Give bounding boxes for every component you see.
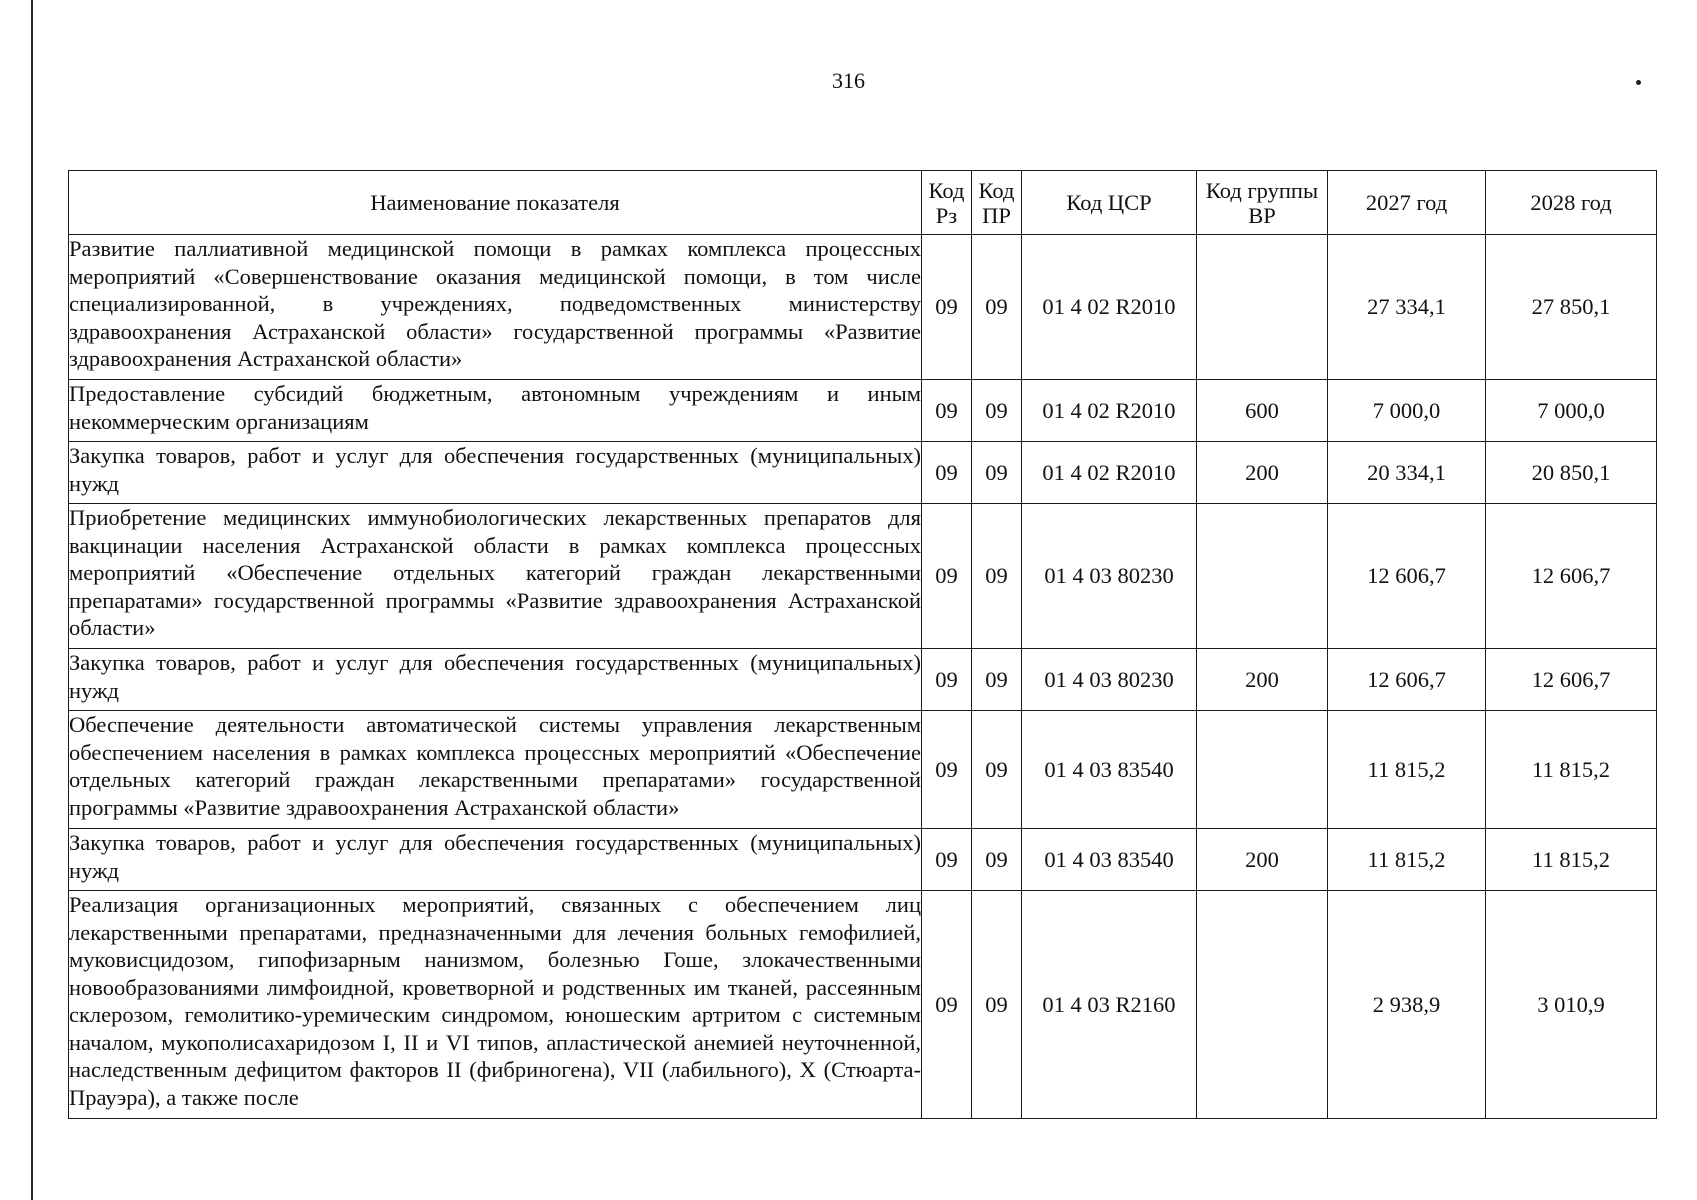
row-name: Закупка товаров, работ и услуг для обеспечения государственных (муниципальных) нужд: [69, 829, 922, 891]
row-pr: 09: [972, 711, 1022, 829]
table-row: [69, 649, 1657, 711]
row-name: Развитие паллиативной медицинской помощи в рамках комплекса процессных мероприятий «Совершенствование оказания медицинской помощи, в том числе специализированной, в учреждениях, подведомственных министерству здравоохранения Астраханской области» государственной программы «Развитие здравоохранения Астраханской области»: [69, 235, 922, 380]
row-vr: 600: [1197, 380, 1328, 442]
row-pr: 09: [972, 380, 1022, 442]
row-csr: 01 4 03 80230: [1022, 649, 1197, 711]
budget-table: [68, 170, 1657, 1119]
row-2028: 11 815,2: [1486, 829, 1657, 891]
binding-edge-line: [31, 0, 33, 1200]
header-vr: Код группы ВР: [1197, 171, 1328, 235]
header-csr: Код ЦСР: [1022, 171, 1197, 235]
row-csr: 01 4 03 83540: [1022, 711, 1197, 829]
row-vr: [1197, 891, 1328, 1119]
row-2027: 20 334,1: [1328, 442, 1486, 504]
row-csr: 01 4 02 R2010: [1022, 235, 1197, 380]
header-name: Наименование показателя: [69, 171, 922, 235]
table-row: [69, 829, 1657, 891]
row-vr: [1197, 235, 1328, 380]
row-name: Обеспечение деятельности автоматической системы управления лекарственным обеспечением населения в рамках комплекса процессных мероприятий «Обеспечение отдельных категорий граждан лекарственными препаратами» государственной программы «Развитие здравоохранения Астраханской области»: [69, 711, 922, 829]
table-row: [69, 442, 1657, 504]
header-2027: 2027 год: [1328, 171, 1486, 235]
row-2028: 27 850,1: [1486, 235, 1657, 380]
row-vr: [1197, 711, 1328, 829]
table-row: [69, 235, 1657, 380]
row-2027: 27 334,1: [1328, 235, 1486, 380]
row-csr: 01 4 03 R2160: [1022, 891, 1197, 1119]
row-rz: 09: [922, 504, 972, 649]
header-rz: Код Рз: [922, 171, 972, 235]
row-2027: 12 606,7: [1328, 649, 1486, 711]
row-rz: 09: [922, 235, 972, 380]
row-2027: 12 606,7: [1328, 504, 1486, 649]
row-2028: 20 850,1: [1486, 442, 1657, 504]
row-vr: [1197, 504, 1328, 649]
row-2028: 11 815,2: [1486, 711, 1657, 829]
page-number: 316: [832, 68, 865, 93]
row-rz: 09: [922, 711, 972, 829]
row-name: Приобретение медицинских иммунобиологических лекарственных препаратов для вакцинации населения Астраханской области в рамках комплекса процессных мероприятий «Обеспечение отдельных категорий граждан лекарственными препаратами» государственной программы «Развитие здравоохранения Астраханской области»: [69, 504, 922, 649]
row-name: Закупка товаров, работ и услуг для обеспечения государственных (муниципальных) нужд: [69, 649, 922, 711]
row-rz: 09: [922, 891, 972, 1119]
row-2027: 7 000,0: [1328, 380, 1486, 442]
row-pr: 09: [972, 235, 1022, 380]
row-pr: 09: [972, 829, 1022, 891]
row-2027: 2 938,9: [1328, 891, 1486, 1119]
table-row: [69, 504, 1657, 649]
row-rz: 09: [922, 442, 972, 504]
row-pr: 09: [972, 442, 1022, 504]
row-name: Закупка товаров, работ и услуг для обеспечения государственных (муниципальных) нужд: [69, 442, 922, 504]
header-pr: Код ПР: [972, 171, 1022, 235]
row-name: Предоставление субсидий бюджетным, автономным учреждениям и иным некоммерческим организациям: [69, 380, 922, 442]
table-header-row: [69, 171, 1657, 235]
row-csr: 01 4 03 83540: [1022, 829, 1197, 891]
row-pr: 09: [972, 891, 1022, 1119]
row-rz: 09: [922, 380, 972, 442]
row-rz: 09: [922, 649, 972, 711]
row-csr: 01 4 03 80230: [1022, 504, 1197, 649]
table-row: [69, 711, 1657, 829]
header-2028: 2028 год: [1486, 171, 1657, 235]
row-pr: 09: [972, 504, 1022, 649]
row-csr: 01 4 02 R2010: [1022, 380, 1197, 442]
row-vr: 200: [1197, 442, 1328, 504]
row-2027: 11 815,2: [1328, 711, 1486, 829]
row-2028: 7 000,0: [1486, 380, 1657, 442]
row-pr: 09: [972, 649, 1022, 711]
row-vr: 200: [1197, 829, 1328, 891]
row-rz: 09: [922, 829, 972, 891]
row-2028: 3 010,9: [1486, 891, 1657, 1119]
scan-dot-mark: [1636, 80, 1641, 85]
row-csr: 01 4 02 R2010: [1022, 442, 1197, 504]
row-vr: 200: [1197, 649, 1328, 711]
table-row: [69, 891, 1657, 1119]
table-row: [69, 380, 1657, 442]
row-2028: 12 606,7: [1486, 504, 1657, 649]
row-2027: 11 815,2: [1328, 829, 1486, 891]
row-name: Реализация организационных мероприятий, связанных с обеспечением лиц лекарственными препаратами, предназначенными для лечения больных гемофилией, муковисцидозом, гипофизарным нанизмом, болезнью Гоше, злокачественными новообразованиями лимфоидной, кроветворной и родственных им тканей, рассеянным склерозом, гемолитико-уремическим синдромом, юношеским артритом с системным началом, мукополисахаридозом I, II и VI типов, апластической анемией неуточненной, наследственным дефицитом факторов II (фибриногена), VII (лабильного), X (Стюарта-Прауэра), а также после: [69, 891, 922, 1119]
row-2028: 12 606,7: [1486, 649, 1657, 711]
